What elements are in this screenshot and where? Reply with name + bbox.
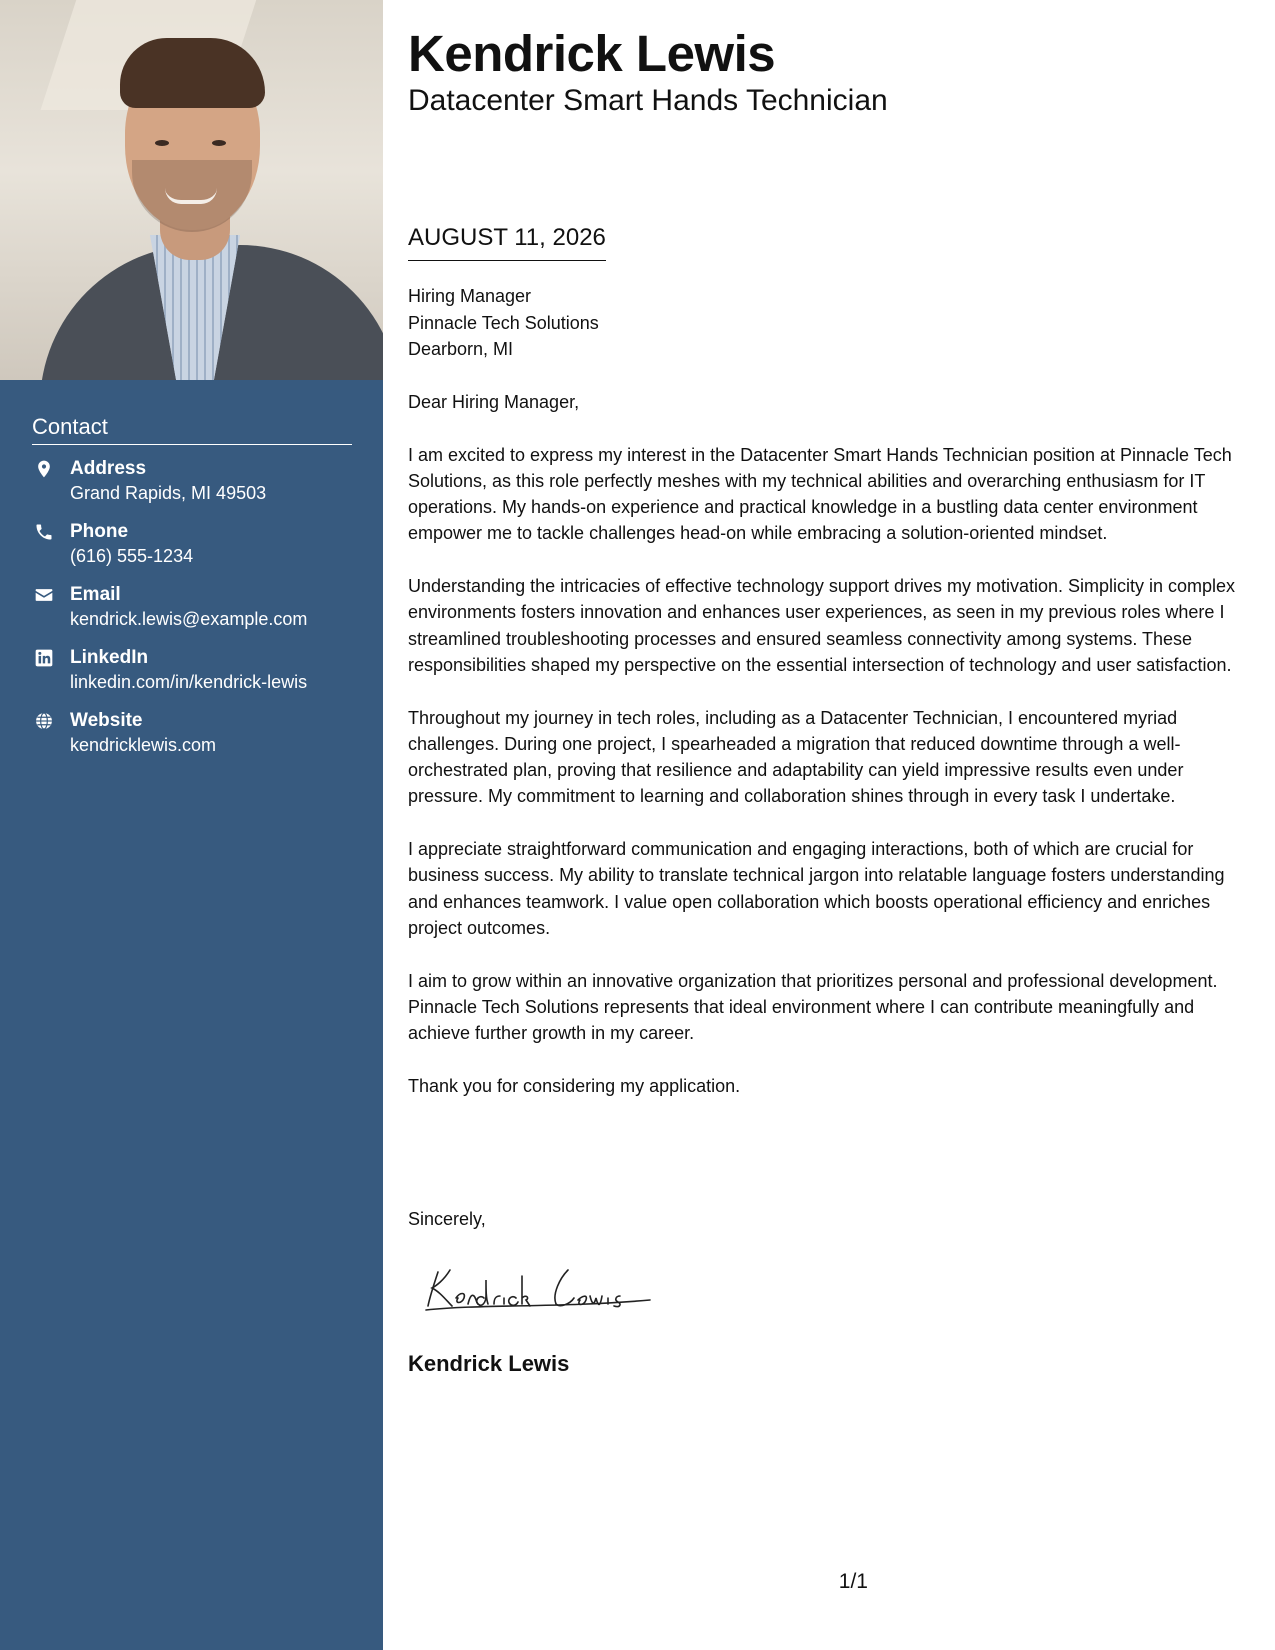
contact-label: Address — [70, 458, 147, 479]
body-paragraph: Thank you for considering my application. — [408, 1075, 741, 1096]
recipient-line: Hiring Manager — [408, 286, 532, 306]
contact-item-phone — [32, 520, 352, 583]
globe-icon — [34, 711, 54, 731]
closing: Sincerely, — [408, 1209, 486, 1229]
body-paragraph: I appreciate straightforward communication and engaging interactions, both of which are crucial for business success. My ability to translate technical jargon into relatable language fosters understanding and enhances teamwork. I value open collaboration which boosts operational efficiency and enriches project outcomes. — [408, 839, 1225, 938]
contact-value: linkedin.com/in/kendrick-lewis — [70, 672, 308, 692]
phone-icon — [34, 522, 54, 542]
body-paragraph: Throughout my journey in tech roles, including as a Datacenter Technician, I encountered myriad challenges. During one project, I spearheaded a migration that reduced downtime through a well-orchestrated plan, proving that resilience and adaptability can yield impressive results even under pressure. My commitment to learning and collaboration shines through in every task I undertake. — [408, 707, 1184, 807]
contact-item-address — [32, 457, 352, 520]
letter-date: AUGUST 11, 2026 — [408, 224, 606, 261]
body-paragraph: I aim to grow within an innovative organization that prioritizes personal and professional development. Pinnacle Tech Solutions represents that ideal environment where I can contribute meaningfully and achieve further growth in my career. — [408, 970, 1218, 1044]
map-pin-icon — [34, 459, 54, 479]
job-title: Datacenter Smart Hands Technician — [408, 84, 888, 117]
applicant-name: Kendrick Lewis — [408, 25, 776, 82]
page-number: 1/1 — [838, 1570, 868, 1593]
contact-label: Phone — [70, 521, 129, 542]
contact-section — [32, 414, 352, 772]
sidebar — [0, 0, 383, 1650]
letter-body — [408, 389, 1248, 1125]
contact-label: Website — [70, 710, 143, 731]
recipient-line: Dearborn, MI — [408, 339, 514, 359]
contact-item-linkedin — [32, 646, 352, 709]
contact-value: kendrick.lewis@example.com — [70, 609, 308, 629]
recipient-block — [408, 283, 599, 363]
body-paragraph: I am excited to express my interest in the Datacenter Smart Hands Technician position at Pinnacle Tech Solutions, as this role perfectly meshes with my technical abilities and overarching enthusiasm for IT operations. My hands-on experience and practical knowledge in a bustling data center environment empower me to tackle challenges head-on while embracing a solution-oriented mindset. — [408, 444, 1232, 544]
contact-label: LinkedIn — [70, 647, 149, 668]
contact-heading: Contact — [32, 414, 352, 445]
body-paragraph: Understanding the intricacies of effective technology support drives my motivation. Simplicity in complex environments fosters innovation and enhances user experiences, as seen in my previous roles where I streamlined troubleshooting processes and ensured seamless connectivity among systems. These responsibilities shaped my perspective on the essential intersection of technology and user satisfaction. — [408, 576, 1236, 675]
handwritten-signature — [420, 1258, 660, 1318]
profile-photo — [0, 0, 383, 380]
contact-value: kendricklewis.com — [70, 735, 217, 755]
contact-item-website — [32, 709, 352, 772]
signer-name: Kendrick Lewis — [408, 1351, 570, 1376]
salutation: Dear Hiring Manager, — [408, 392, 580, 412]
contact-value: (616) 555-1234 — [70, 546, 194, 566]
recipient-line: Pinnacle Tech Solutions — [408, 312, 599, 333]
contact-item-email — [32, 583, 352, 646]
contact-value: Grand Rapids, MI 49503 — [70, 483, 267, 503]
contact-label: Email — [70, 584, 121, 605]
envelope-icon — [34, 585, 54, 605]
linkedin-icon — [34, 648, 54, 668]
